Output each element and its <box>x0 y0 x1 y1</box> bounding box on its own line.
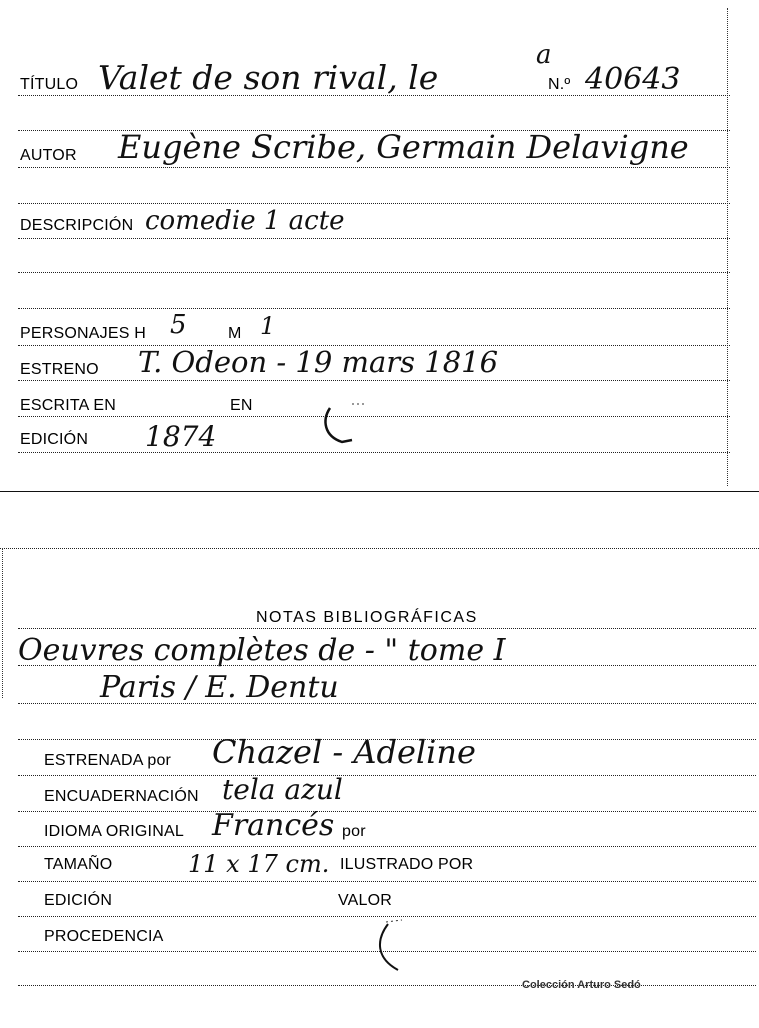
line-idioma <box>18 846 756 847</box>
line-edicion <box>18 452 730 453</box>
label-titulo: TÍTULO <box>20 76 79 93</box>
value-estreno: T. Odeon - 19 mars 1816 <box>138 345 499 379</box>
label-escrita-en: ESCRITA EN <box>20 397 116 414</box>
value-edicion: 1874 <box>145 420 217 453</box>
stamp-mark <box>368 918 418 978</box>
label-estreno: ESTRENO <box>20 361 99 378</box>
line-edicion-2 <box>18 916 756 917</box>
label-idioma: IDIOMA ORIGINAL <box>44 823 184 840</box>
label-procedencia: PROCEDENCIA <box>44 928 164 945</box>
card-top-edge <box>0 548 759 549</box>
value-tamano: 11 x 17 cm. <box>188 850 330 878</box>
label-valor: VALOR <box>338 892 393 909</box>
label-edicion: EDICIÓN <box>20 431 89 448</box>
label-descripcion: DESCRIPCIÓN <box>20 217 134 234</box>
ruled-line <box>18 308 730 309</box>
card-left-border <box>2 548 3 698</box>
label-tamano: TAMAÑO <box>44 856 113 873</box>
label-personajes: PERSONAJES H <box>20 325 146 342</box>
label-autor: AUTOR <box>20 147 77 164</box>
line-tamano <box>18 881 756 882</box>
heading-notas: NOTAS BIBLIOGRÁFICAS <box>256 609 478 626</box>
label-edicion-2: EDICIÓN <box>44 892 113 909</box>
line-descripcion <box>18 238 730 239</box>
value-notas-line1: Oeuvres complètes de - " tome I <box>18 633 506 668</box>
label-en: EN <box>230 397 253 414</box>
ruled-line <box>18 203 730 204</box>
value-numero-suffix: a <box>536 40 552 70</box>
line-estreno <box>18 380 730 381</box>
line-estrenada <box>18 775 756 776</box>
value-numero: 40643 <box>585 62 681 97</box>
card-right-border <box>727 8 728 486</box>
stamp-mark <box>312 400 376 450</box>
label-estrenada: ESTRENADA por <box>44 752 172 769</box>
card-bottom-edge <box>0 491 759 492</box>
card-bottom-line <box>18 985 756 986</box>
line-encuadernacion <box>18 811 756 812</box>
value-idioma: Francés <box>212 808 335 843</box>
value-descripcion: comedie 1 acte <box>145 206 345 236</box>
ruled-line <box>18 272 730 273</box>
label-por: por <box>342 823 366 840</box>
label-numero: N.º <box>548 76 571 93</box>
value-notas-line2: Paris / E. Dentu <box>100 670 339 705</box>
label-ilustrado: ILUSTRADO POR <box>340 856 474 873</box>
value-personajes-h: 5 <box>170 310 187 340</box>
value-estrenada: Chazel - Adeline <box>212 733 476 771</box>
value-autor: Eugène Scribe, Germain Delavigne <box>118 128 689 166</box>
line-notas <box>18 628 756 629</box>
value-titulo: Valet de son rival, le <box>98 58 439 97</box>
collection-credit: Colección Arturo Sedó <box>522 979 641 991</box>
label-encuadernacion: ENCUADERNACIÓN <box>44 788 199 805</box>
label-personajes-m: M <box>228 325 242 342</box>
value-encuadernacion: tela azul <box>222 773 343 806</box>
value-personajes-m: 1 <box>260 312 276 340</box>
line-autor <box>18 167 730 168</box>
